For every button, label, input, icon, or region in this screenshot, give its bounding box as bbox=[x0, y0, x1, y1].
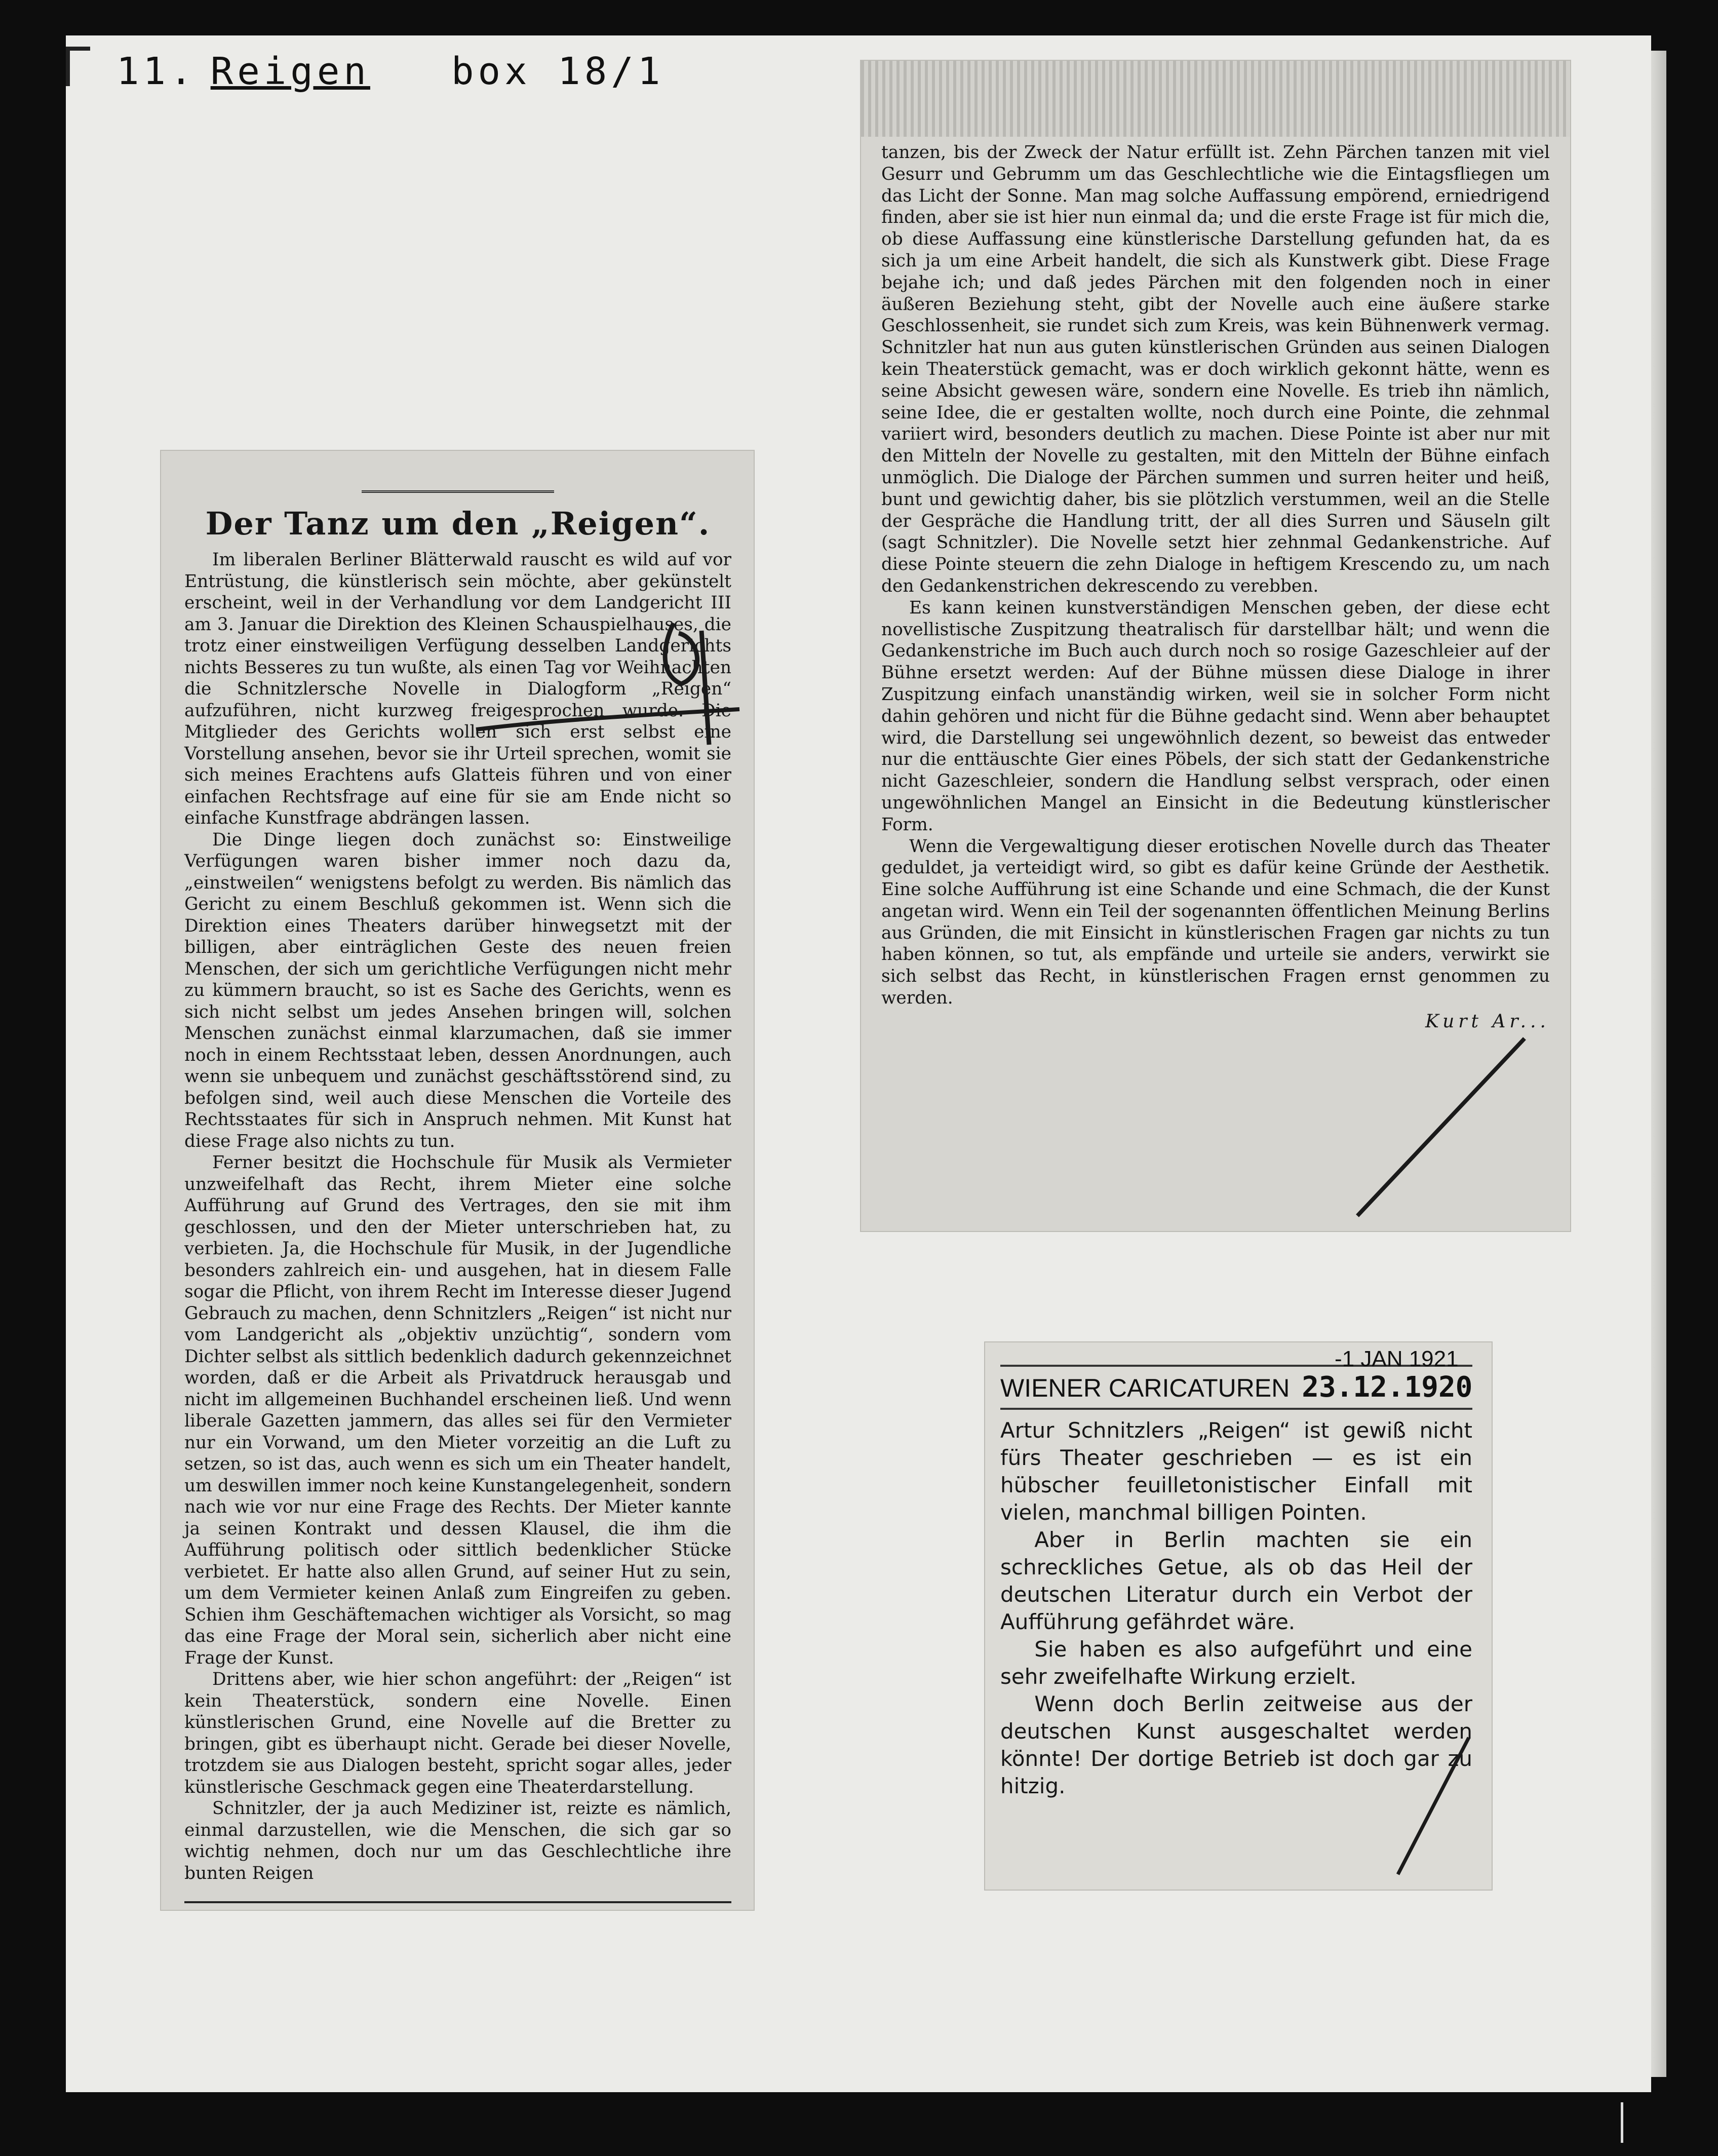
stamp-issue-date: 23.12.1920 bbox=[1302, 1371, 1473, 1404]
file-header bbox=[116, 50, 664, 93]
corner-tick-mark bbox=[1621, 2102, 1633, 2143]
article-paragraph: Es kann keinen kunstverständigen Menschen geben, der diese echt novellistische Zuspitzung theatralisch für darstellbar hält; und wenn die Gedankenstriche im Buch auch durch noch so rosige Gazeschleier auf der Bühne ersetzt werden: Auf der Bühne müssen diese Dialoge in ihrer Zuspitzung einfach unanständig wirken, weil sie in solcher Form nicht dahin gehören und nicht für die Bühne gedacht sind. Wenn aber behauptet wird, die Darstellung sei ungewöhnlich dezent, so beweist das entweder nur die enttäuschte Gier eines Pöbels, der sich statt der Gedankenstriche nicht Gazeschleier, sondern die Handlung selbst versprach, oder einen ungewöhnlichen Mangel an Einsicht in die Bedeutung künstlerischer Form. bbox=[881, 597, 1550, 835]
clipping-wiener-caricaturen bbox=[985, 1342, 1492, 1890]
article-paragraph: Ferner besitzt die Hochschule für Musik als Vermieter unzweifelhaft das Recht, ihrem Mieter eine solche Aufführung auf Grund des Vertrages, den sie mit ihm geschlossen, und den der Mieter unterschrieben hat, zu verbieten. Ja, die Hochschule für Musik, in der Jugendliche besonders zahlreich ein- und ausgehen, hat in diesem Falle sogar die Pflicht, von ihrem Recht im Interesse dieser Jugend Gebrauch zu machen, denn Schnitzlers „Reigen“ ist nicht nur vom Landgericht als „objektiv unzüchtig“, sondern vom Dichter selbst als sittlich bedenklich dadurch gekennzeichnet worden, daß er die Arbeit als Privatdruck herausgab und nicht im allgemeinen Buchhandel erscheinen ließ. Und wenn liberale Gazetten jammern, das alles sei für den Vermieter nur ein Vorwand, um den Mieter vorzeitig an die Luft zu setzen, so ist das, auch wenn es sich um ein Theater handelt, um deswillen immer noch keine Kunstangelegenheit, sondern nach wie vor nur eine Frage des Rechts. Der Mieter kannte ja seinen Kontrakt und dessen Klausel, die ihm die Aufführung politisch oder sittlich bedenklicher Stücke verbietet. Er hatte also allen Grund, auf seiner Hut zu sein, um dem Vermieter keinen Anlaß zum Eingreifen zu geben. Schien ihm Geschäftemachen wichtiger als Vorsicht, so mag das eine Frage der Moral sein, sicherlich aber nicht eine Frage der Kunst. bbox=[184, 1152, 731, 1668]
stamp-received-date: -1 JAN 1921 bbox=[1335, 1346, 1459, 1371]
clipping-paragraph: Aber in Berlin machten sie ein schreckliches Getue, als ob das Heil der deutschen Literatur durch ein Verbot der Aufführung gefährdet wäre. bbox=[1000, 1527, 1472, 1634]
article-right-body bbox=[881, 142, 1550, 1009]
headline-rule bbox=[362, 490, 554, 493]
box-number: box 18/1 bbox=[451, 50, 665, 93]
clipping-left-article bbox=[161, 451, 754, 1910]
file-number: 11. bbox=[116, 50, 197, 93]
article-paragraph: Schnitzler, der ja auch Mediziner ist, reizte es nämlich, einmal darzustellen, wie die Menschen, die sich gar so wichtig nehmen, doch nur um das Geschlechtliche ihre bunten Reigen bbox=[184, 1798, 731, 1883]
article-paragraph: Wenn die Vergewaltigung dieser erotischen Novelle durch das Theater geduldet, ja verteidigt wird, so gibt es dafür keine Gründe der Aesthetik. Eine solche Aufführung ist eine Schande und eine Schmach, die der Kunst angetan wird. Wenn ein Teil der sogenannten öffentlichen Meinung Berlins aus Gründen, die mit Einsicht in künstlerischen Fragen gar nichts zu tun haben können, so tut, als empfände und urteile sie anders, verwirkt sie sich selbst das Recht, in künstlerischen Fragen ernst genommen zu werden. bbox=[881, 836, 1550, 1009]
torn-edge bbox=[861, 61, 1570, 137]
clipping-paragraph: Artur Schnitzlers „Reigen“ ist gewiß nicht fürs Theater geschrieben — es ist ein hübscher feuilletonistischer Einfall mit vielen, manchmal billigen Pointen. bbox=[1000, 1418, 1472, 1525]
article-paragraph: Drittens aber, wie hier schon angeführt: der „Reigen“ ist kein Theaterstück, sondern eine Novelle. Einen künstlerischen Grund, eine Novelle auf die Bretter zu bringen, gibt es überhaupt nicht. Gerade bei dieser Novelle, trotzdem sie aus Dialogen besteht, spricht sogar alles, jeder künstlerische Geschmack gegen eine Theaterdarstellung. bbox=[184, 1669, 731, 1797]
press-clipping-stamp bbox=[1000, 1346, 1473, 1410]
article-paragraph: Die Dinge liegen doch zunächst so: Einstweilige Verfügungen waren bisher immer noch dazu da, „einstweilen“ wenigstens befolgt zu werden. Bis nämlich das Gericht zu einem Beschluß gekommen ist. Wenn sich die Direktion eines Theaters darüber hinwegsetzt mit der billigen, aber einträglichen Geste des neuen freien Menschen, der sich um gerichtliche Verfügungen nicht mehr zu kümmern braucht, so ist es Sache des Gerichts, wenn es sich nicht selbst um jedes Ansehen bringen will, solchen Menschen zunächst einmal klarzumachen, daß sie immer noch in einem Rechtsstaat leben, dessen Anordnungen, auch wenn sie unbequem und zunächst geschäftsstörend sind, zu befolgen sind, weil auch diese Menschen die Vorteile des Rechtsstaates für sich in Anspruch nehmen. Mit Kunst hat diese Frage also nichts zu tun. bbox=[184, 829, 731, 1151]
corner-bracket-mark bbox=[66, 47, 90, 86]
clipping-paragraph: Wenn doch Berlin zeitweise aus der deutschen Kunst ausgeschaltet werden könnte! Der dortige Betrieb ist doch gar zu hitzig. bbox=[1000, 1691, 1472, 1798]
article-left-body bbox=[184, 549, 731, 1884]
stamp-source: WIENER CARICATUREN bbox=[1000, 1374, 1290, 1402]
sheet-edge bbox=[1651, 51, 1666, 2077]
file-title: Reigen bbox=[210, 50, 370, 93]
bottom-rule bbox=[184, 1901, 731, 1903]
article-author: Kurt Ar... bbox=[1425, 1011, 1550, 1032]
clipping-right-article bbox=[861, 61, 1570, 1231]
article-paragraph: Im liberalen Berliner Blätterwald rauscht es wild auf vor Entrüstung, die künstlerisch sein möchte, aber gekünstelt erscheint, weil in der Verhandlung vor dem Landgericht III am 3. Januar die Direktion des Kleinen Schauspielhauses, die trotz einer einstweiligen Verfügung desselben Landgerichts nichts Besseres zu tun wußte, als einen Tag vor Weihnachten die Schnitzlersche Novelle in Dialogform „Reigen“ aufzuführen, nicht kurzweg freigesprochen wurde. Die Mitglieder des Gerichts wollen sich erst selbst eine Vorstellung ansehen, bevor sie ihr Urteil sprechen, womit sie sich meines Erachtens aufs Glatteis führen und von einer einfachen Rechtsfrage auf eine für sie am Ende nicht so einfache Kunstfrage abdrängen lassen. bbox=[184, 550, 731, 828]
clipping-small-body bbox=[1000, 1417, 1472, 1800]
clipping-paragraph: Sie haben es also aufgeführt und eine sehr zweifelhafte Wirkung erzielt. bbox=[1000, 1637, 1472, 1689]
article-paragraph: tanzen, bis der Zweck der Natur erfüllt ist. Zehn Pärchen tanzen mit viel Gesurr und Gebrumm um das Geschlechtliche wie die Eintagsfliegen um das Licht der Sonne. Man mag solche Auffassung empörend, erniedrigend finden, aber sie ist hier nun einmal da; und die erste Frage ist für mich die, ob diese Auffassung eine künstlerische Darstellung gefunden hat, da es sich ja um eine Arbeit handelt, die sich als Kunstwerk gibt. Diese Frage bejahe ich; und daß jedes Pärchen mit den folgenden noch in einer äußeren Beziehung steht, gibt der Novelle auch eine äußere starke Geschlossenheit, sie rundet sich zum Kreis, was kein Bühnenwerk vermag. Schnitzler hat nun aus guten künstlerischen Gründen aus seinen Dialogen kein Theaterstück gemacht, was er doch wirklich gekonnt hätte, wenn es seine Absicht gewesen wäre, sondern eine Novelle. Es trieb ihn nämlich, seine Idee, die er gestalten wollte, noch durch eine Pointe, die zehnmal variiert wird, besonders deutlich zu machen. Diese Pointe ist aber nur mit den Mitteln der Novelle zu gestalten, mit den Mitteln der Bühne einfach unmöglich. Die Dialoge der Pärchen summen und surren heiter und heiß, bunt und gewichtig daher, bis sie plötzlich verstummen, weil an die Stelle der Gespräche die Handlung tritt, der all dies Surren und Säuseln gilt (sagt Schnitzler). Die Novelle setzt hier zehnmal Gedankenstriche. Auf diese Pointe steuern die zehn Dialoge in heftigem Krescendo zu, um nach den Gedankenstrichen dekrescendo zu verebben. bbox=[881, 142, 1550, 596]
article-headline: Der Tanz um den „Reigen“. bbox=[205, 505, 711, 542]
